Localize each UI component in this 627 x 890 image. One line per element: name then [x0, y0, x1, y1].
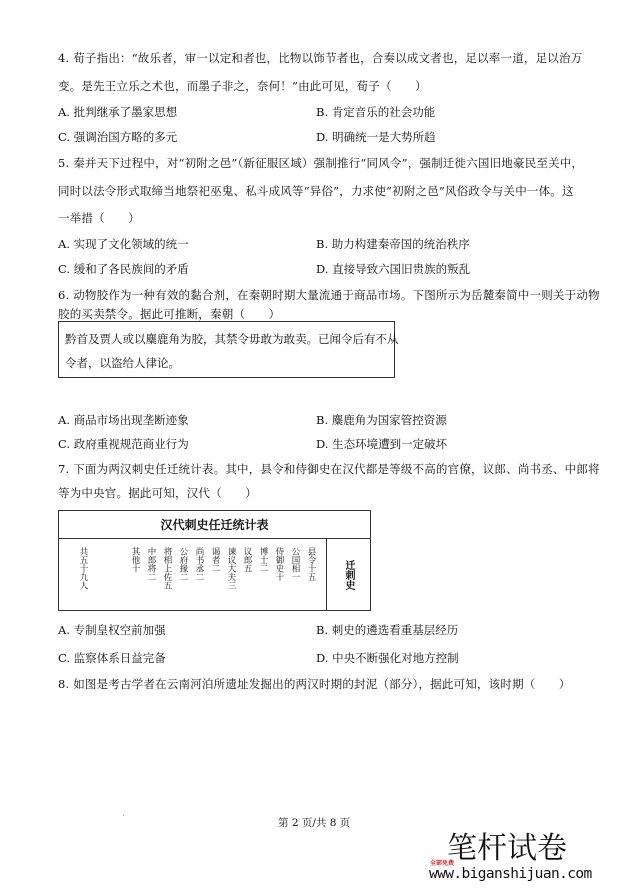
- table-title: 汉代刺史任迁统计表: [59, 511, 370, 539]
- table-column: 侍御史十: [274, 547, 284, 581]
- table-column: 中郎将二: [146, 547, 156, 581]
- table-column: 公国相一: [290, 547, 300, 581]
- q6-stem-line-2: 胶的买卖禁令。据此可推断，秦朝（ ）: [58, 307, 281, 321]
- q7-stem-line-1: 7. 下面为两汉刺史任迁统计表。其中，县令和侍御史在汉代都是等级不高的官僚，议郎、尚书丞、中郎将: [58, 462, 600, 476]
- q6-quote-line-2: 令者，以盗给人律论。: [65, 356, 180, 370]
- q7-option-b: B. 刺史的遴选看重基层经历: [316, 623, 459, 637]
- table-column: 谏议大夫三: [226, 547, 236, 590]
- table-side-cell: [327, 539, 370, 610]
- q5-stem-line-3: 一举措（ ）: [58, 211, 140, 225]
- q5-option-c: C. 缓和了各民族间的矛盾: [58, 262, 189, 276]
- watermark-logo-title: 笔杆试卷: [447, 831, 567, 866]
- q4-option-a: A. 批判继承了墨家思想: [58, 105, 178, 119]
- q4-stem-line-1: 4. 荀子指出：“故乐者，审一以定和者也，比物以饰节者也，合奏以成文者也，足以率一道，足以治万: [58, 51, 583, 65]
- q7-option-d: D. 中央不断强化对地方控制: [316, 651, 459, 665]
- q5-stem-line-1: 5. 秦并天下过程中，对“初附之邑”（新征服区域）强制推行“同风令”，强制迁徙六国旧地豪民至关中，: [58, 156, 584, 170]
- table-column: 公府掾二: [178, 547, 188, 581]
- q5-option-b: B. 助力构建秦帝国的统治秩序: [316, 237, 470, 251]
- table-column: 县令十五: [306, 547, 316, 581]
- q8-stem-line-1: 8. 如图是考古学者在云南河泊所遗址发掘出的两汉时期的封泥（部分），据此可知，该时期（ ）: [58, 677, 571, 691]
- q6-option-d: D. 生态环境遭到一定破坏: [316, 437, 448, 451]
- q4-option-c: C. 强调治国方略的多元: [58, 130, 178, 144]
- q5-option-d: D. 直接导致六国旧贵族的叛乱: [316, 262, 471, 276]
- watermark-free-tag: 全部免费: [430, 860, 455, 867]
- q6-quote-line-1: 黔首及贾人或以麋鹿角为胶，其禁令毋敢为敢卖。已闻令后有不从: [65, 332, 399, 346]
- q6-option-c: C. 政府重视规范商业行为: [58, 437, 189, 451]
- q6-option-a: A. 商品市场出现垄断迹象: [58, 413, 189, 427]
- q5-stem-line-2: 同时以法令形式取缔当地祭祀巫鬼、私斗成风等“异俗”，力求使“初附之邑”风俗政令与关中一体。这: [58, 184, 574, 198]
- q5-option-a: A. 实现了文化领域的统一: [58, 237, 189, 251]
- q4-stem-line-2: 变。是先王立乐之术也，而墨子非之，奈何！”由此可见，荀子（ ）: [58, 79, 427, 93]
- watermark-url: www.biganshijuan.com: [429, 866, 592, 882]
- q6-option-b: B. 麋鹿角为国家管控资源: [316, 413, 447, 427]
- cishi-statistics-table: [58, 510, 371, 611]
- q7-stem-line-2: 等为中央官。据此可知，汉代（ ）: [58, 486, 257, 500]
- q6-quote-box: [58, 321, 399, 378]
- table-side-label: 迁刺史: [343, 559, 354, 590]
- q7-option-c: C. 监察体系日益完备: [58, 651, 166, 665]
- table-column: 其他十: [130, 547, 140, 573]
- table-column: 博士二: [258, 547, 268, 573]
- table-column: 谒者二: [210, 547, 220, 573]
- table-column: 议郎五: [242, 547, 252, 573]
- q7-option-a: A. 专制皇权空前加强: [58, 623, 166, 637]
- table-column: 将相上佐五: [162, 547, 172, 590]
- table-column: 尚书丞二: [194, 547, 204, 581]
- page-indicator: 第 2 页/共 8 页: [278, 817, 351, 829]
- q4-option-b: B. 肯定音乐的社会功能: [316, 105, 436, 119]
- q6-stem-line-1: 6. 动物胶作为一种有效的黏合剂，在秦朝时期大量流通于商品市场。下图所示为岳麓秦简中一则关于动物: [58, 288, 600, 302]
- q4-option-d: D. 明确统一是大势所趋: [316, 130, 436, 144]
- table-column-total: 共五十九人: [78, 547, 88, 590]
- stray-mark: [123, 815, 124, 816]
